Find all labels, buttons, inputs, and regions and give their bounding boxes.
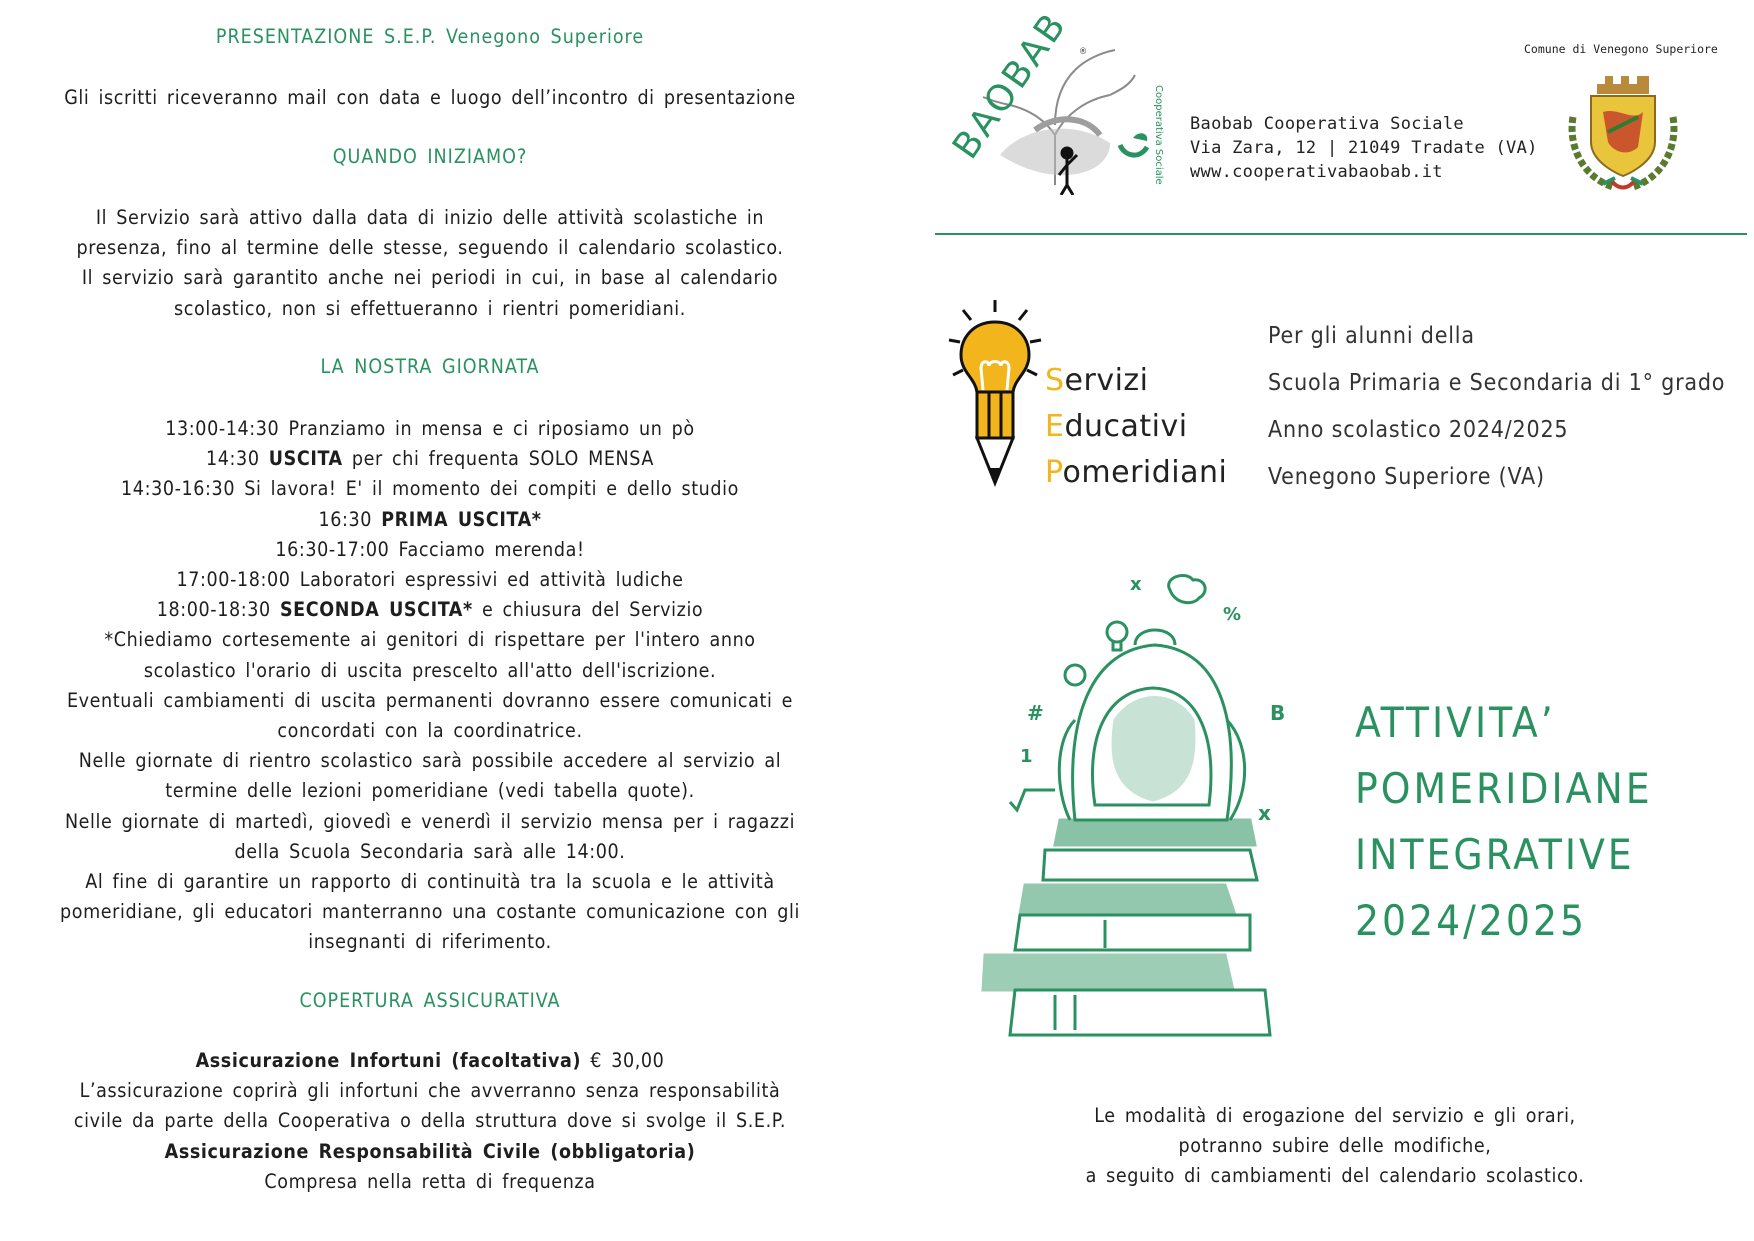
title-line: POMERIDIANE: [1355, 764, 1653, 813]
rc-title: Assicurazione Responsabilità Civile (obbligatoria): [164, 1139, 696, 1163]
note-line: Nelle giornate di rientro scolastico sarà possibile accedere al servizio al: [78, 749, 782, 773]
note-line: Eventuali cambiamenti di uscita permanenti dovranno essere comunicati e: [66, 688, 794, 712]
svg-text:%: %: [1223, 604, 1242, 625]
heading-giornata: LA NOSTRA GIORNATA: [320, 355, 540, 378]
note-line: pomeridiane, gli educatori manterranno una costante comunicazione con gli: [60, 900, 800, 924]
address-name: Baobab Cooperativa Sociale: [1190, 114, 1464, 134]
infortuni-title-line: Assicurazione Infortuni (facoltativa) € 30,00: [195, 1049, 665, 1072]
schedule-line: 16:30 PRIMA USCITA*: [318, 507, 542, 531]
logo-side-text: Cooperativa Sociale: [1153, 85, 1164, 185]
target-line: Scuola Primaria e Secondaria di 1° grado: [1268, 370, 1726, 396]
coat-of-arms-icon: [1563, 72, 1683, 194]
backpack-books-icon: [965, 570, 1315, 1040]
baobab-logo: [935, 4, 1175, 195]
address-street: Via Zara, 12 | 21049 Tradate (VA): [1190, 138, 1538, 158]
sep-wordmark: [1045, 358, 1227, 496]
lightbulb-pencil-icon: [945, 300, 1045, 490]
note-line: insegnanti di riferimento.: [308, 930, 552, 954]
heading-copertura: COPERTURA ASSICURATIVA: [299, 989, 561, 1012]
note-line: Le modalità di erogazione del servizio e gli orari,: [1094, 1104, 1576, 1127]
rc-text: Compresa nella retta di frequenza: [264, 1169, 596, 1193]
quando-line: Il Servizio sarà attivo dalla data di inizio delle attività scolastiche in: [95, 206, 765, 229]
backpack-books-illustration: [965, 570, 1315, 1040]
note-line: *Chiediamo cortesemente ai genitori di rispettare per l'intero anno: [104, 628, 756, 652]
address-block: [1190, 112, 1538, 184]
note-line: potranno subire delle modifiche,: [1178, 1134, 1492, 1157]
note-line: termine delle lezioni pomeridiane (vedi tabella quote).: [165, 779, 695, 803]
logo-registered: ®: [1079, 47, 1088, 57]
note-line: a seguito di cambiamenti del calendario scolastico.: [1085, 1164, 1585, 1187]
svg-text:B: B: [1270, 701, 1286, 725]
target-info: [1268, 313, 1725, 501]
comune-label: Comune di Venegono Superiore: [1524, 42, 1718, 56]
logo-wordmark: [935, 4, 1175, 195]
disclaimer-note: [935, 1101, 1735, 1191]
quando-line: presenza, fino al termine delle stesse, seguendo il calendario scolastico.: [76, 236, 784, 260]
svg-text:x: x: [1258, 801, 1271, 825]
svg-text:1: 1: [1020, 746, 1033, 767]
title-line: 2024/2025: [1355, 896, 1588, 945]
title-line: INTEGRATIVE: [1355, 830, 1635, 879]
note-line: Nelle giornate di martedì, giovedì e venerdì il servizio mensa per i ragazzi: [64, 809, 796, 833]
schedule-line: 14:30-16:30 Si lavora! E' il momento dei compiti e dello studio: [121, 477, 739, 501]
schedule-line: 17:00-18:00 Laboratori espressivi ed attività ludiche: [176, 568, 684, 592]
logo-text: BAOBAB: [945, 4, 1076, 167]
sep-word-pomeridiani: Pomeridiani: [1045, 455, 1228, 490]
sep-word-educativi: Educativi: [1045, 409, 1188, 444]
heading-presentazione: PRESENTAZIONE S.E.P. Venegono Superiore: [215, 25, 645, 48]
schedule-line: 18:00-18:30 SECONDA USCITA* e chiusura del Servizio: [156, 598, 704, 622]
header-divider: [935, 233, 1747, 235]
infortuni-line: L’assicurazione coprirà gli infortuni che avverranno senza responsabilità: [79, 1079, 781, 1103]
address-web: www.cooperativabaobab.it: [1190, 162, 1443, 182]
title-line: ATTIVITA’: [1355, 698, 1556, 747]
sep-word-servizi: Servizi: [1045, 363, 1149, 398]
schedule-line: 16:30-17:00 Facciamo merenda!: [275, 537, 585, 561]
target-line: Per gli alunni della: [1268, 323, 1475, 349]
coat-of-arms: [1563, 72, 1683, 194]
svg-text:x: x: [1130, 574, 1142, 595]
target-line: Anno scolastico 2024/2025: [1268, 417, 1569, 443]
schedule-line: 14:30 USCITA per chi frequenta SOLO MENSA: [206, 447, 654, 471]
presentazione-text: Gli iscritti riceveranno mail con data e luogo dell’incontro di presentazione: [64, 86, 796, 109]
note-line: scolastico l'orario di uscita prescelto all'atto dell'iscrizione.: [143, 658, 717, 682]
target-line: Venegono Superiore (VA): [1268, 464, 1545, 490]
note-line: della Scuola Secondaria sarà alle 14:00.: [234, 839, 626, 863]
infortuni-line: civile da parte della Cooperativa o della struttura dove si svolge il S.E.P.: [73, 1109, 787, 1133]
svg-text:#: #: [1027, 701, 1044, 725]
quando-line: scolastico, non si effettueranno i rientri pomeridiani.: [174, 296, 686, 320]
sep-logo: [945, 300, 1045, 490]
quando-line: Il servizio sarà garantito anche nei periodi in cui, in base al calendario: [81, 266, 779, 290]
schedule-line: 13:00-14:30 Pranziamo in mensa e ci riposiamo un pò: [165, 417, 695, 440]
note-line: concordati con la coordinatrice.: [277, 719, 583, 743]
note-line: Al fine di garantire un rapporto di continuità tra la scuola e le attività: [85, 870, 775, 894]
main-title: [1355, 690, 1653, 954]
heading-quando: QUANDO INIZIAMO?: [332, 145, 528, 168]
